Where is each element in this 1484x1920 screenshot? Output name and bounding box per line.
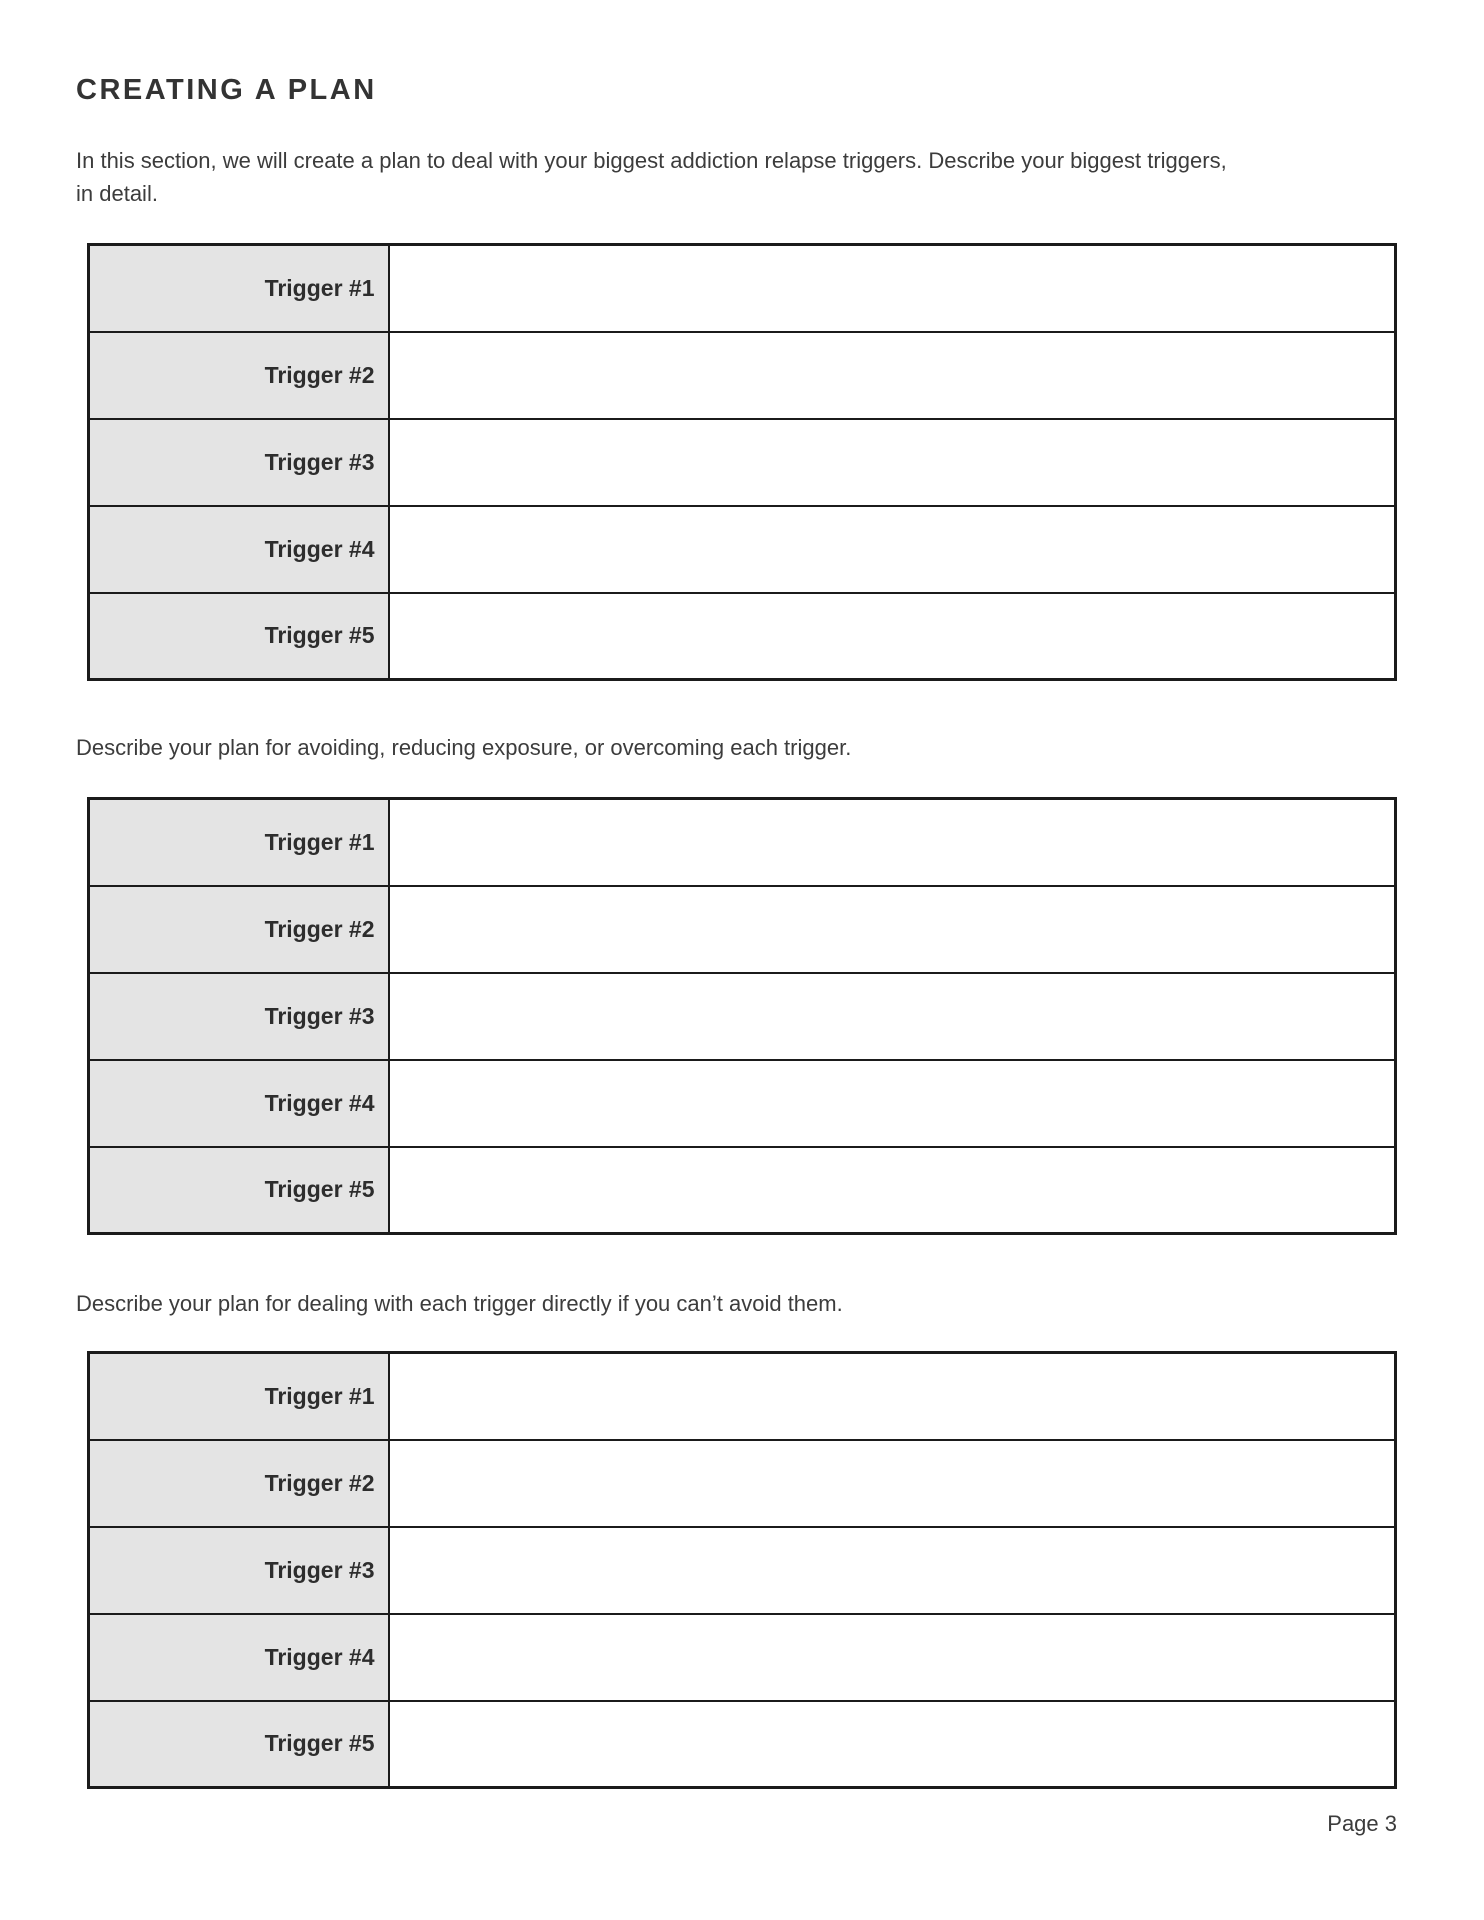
trigger-value-field[interactable]: [389, 973, 1396, 1060]
trigger-label: Trigger #1: [89, 245, 389, 332]
trigger-value-field[interactable]: [389, 1353, 1396, 1440]
triggers-table-avoiding-plan: [87, 797, 1397, 1235]
trigger-row: [89, 419, 1396, 506]
trigger-row: [89, 332, 1396, 419]
trigger-value-field[interactable]: [389, 886, 1396, 973]
trigger-value-field[interactable]: [389, 593, 1396, 680]
trigger-label: Trigger #3: [89, 1527, 389, 1614]
trigger-label: Trigger #3: [89, 973, 389, 1060]
intro-paragraph: [76, 144, 1397, 210]
section-prompt-dealing: Describe your plan for dealing with each trigger directly if you can’t avoid them.: [76, 1291, 843, 1316]
trigger-row: [89, 799, 1396, 886]
trigger-row: [89, 886, 1396, 973]
trigger-label: Trigger #1: [89, 799, 389, 886]
trigger-label: Trigger #2: [89, 1440, 389, 1527]
trigger-label: Trigger #2: [89, 332, 389, 419]
page-number: Page 3: [1327, 1811, 1397, 1836]
trigger-label: Trigger #2: [89, 886, 389, 973]
trigger-row: [89, 1527, 1396, 1614]
trigger-row: [89, 1440, 1396, 1527]
trigger-label: Trigger #1: [89, 1353, 389, 1440]
trigger-value-field[interactable]: [389, 506, 1396, 593]
trigger-label: Trigger #3: [89, 419, 389, 506]
trigger-row: [89, 593, 1396, 680]
triggers-table-biggest: [87, 243, 1397, 681]
trigger-row: [89, 1353, 1396, 1440]
trigger-label: Trigger #4: [89, 1060, 389, 1147]
trigger-label: Trigger #4: [89, 1614, 389, 1701]
trigger-row: [89, 245, 1396, 332]
trigger-value-field[interactable]: [389, 1060, 1396, 1147]
trigger-value-field[interactable]: [389, 332, 1396, 419]
trigger-label: Trigger #5: [89, 593, 389, 680]
triggers-table-dealing-plan: [87, 1351, 1397, 1789]
trigger-row: [89, 506, 1396, 593]
trigger-value-field[interactable]: [389, 419, 1396, 506]
trigger-value-field[interactable]: [389, 1440, 1396, 1527]
trigger-row: [89, 1614, 1396, 1701]
trigger-value-field[interactable]: [389, 1147, 1396, 1234]
trigger-row: [89, 1701, 1396, 1788]
trigger-value-field[interactable]: [389, 245, 1396, 332]
trigger-label: Trigger #5: [89, 1147, 389, 1234]
trigger-label: Trigger #4: [89, 506, 389, 593]
trigger-value-field[interactable]: [389, 1701, 1396, 1788]
trigger-label: Trigger #5: [89, 1701, 389, 1788]
intro-line-2: in detail.: [76, 181, 158, 206]
page-title: CREATING A PLAN: [76, 74, 377, 106]
trigger-value-field[interactable]: [389, 799, 1396, 886]
trigger-value-field[interactable]: [389, 1614, 1396, 1701]
intro-line-1: In this section, we will create a plan to deal with your biggest addiction relapse triggers. Describe your biggest triggers,: [76, 148, 1227, 173]
trigger-row: [89, 1147, 1396, 1234]
trigger-row: [89, 973, 1396, 1060]
section-prompt-avoiding: Describe your plan for avoiding, reducing exposure, or overcoming each trigger.: [76, 735, 852, 760]
trigger-value-field[interactable]: [389, 1527, 1396, 1614]
trigger-row: [89, 1060, 1396, 1147]
